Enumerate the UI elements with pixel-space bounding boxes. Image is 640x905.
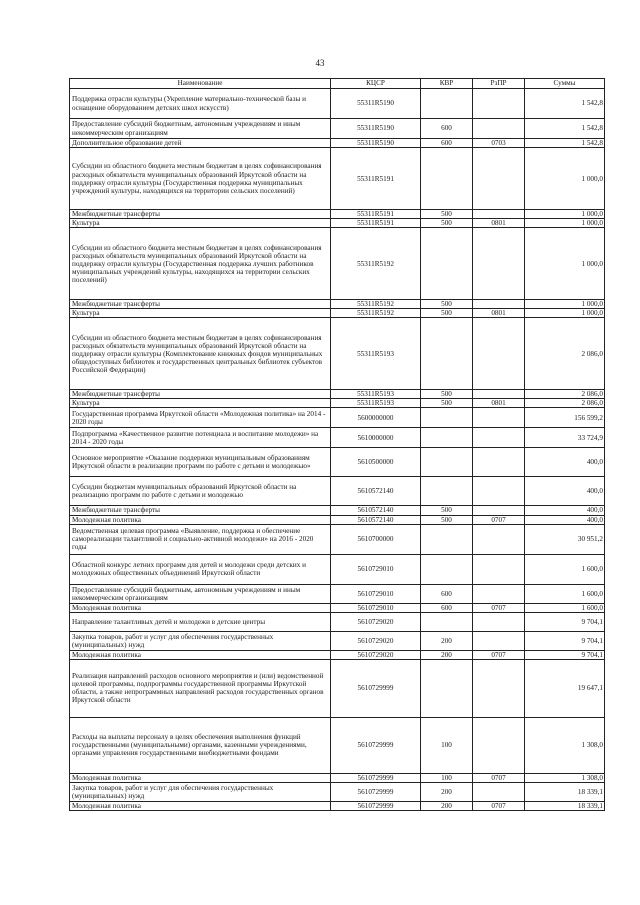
cell-rzpr <box>473 448 525 477</box>
cell-name: Межбюджетные трансферты <box>70 390 331 399</box>
cell-sum: 30 951,2 <box>525 524 605 554</box>
cell-kcsr: 5610729010 <box>331 603 421 612</box>
table-row <box>70 801 605 810</box>
cell-rzpr <box>473 631 525 650</box>
cell-rzpr <box>473 612 525 631</box>
cell-rzpr: 0703 <box>473 139 525 148</box>
table-row <box>70 554 605 584</box>
cell-kvr: 100 <box>421 773 473 782</box>
cell-kvr: 500 <box>421 506 473 515</box>
cell-name: Молодежная политика <box>70 650 331 659</box>
table-row <box>70 119 605 139</box>
cell-rzpr <box>473 318 525 390</box>
table-row <box>70 219 605 228</box>
cell-sum: 400,0 <box>525 477 605 506</box>
cell-kcsr: 55311R5193 <box>331 318 421 390</box>
cell-name: Дополнительное образование детей <box>70 139 331 148</box>
cell-rzpr <box>473 408 525 428</box>
cell-kvr: 600 <box>421 139 473 148</box>
cell-sum: 2 086,0 <box>525 318 605 390</box>
cell-name: Направление талантливых детей и молодежи в детские центры <box>70 612 331 631</box>
cell-sum: 1 600,0 <box>525 584 605 603</box>
cell-rzpr <box>473 524 525 554</box>
cell-name: Межбюджетные трансферты <box>70 506 331 515</box>
cell-kvr: 500 <box>421 399 473 408</box>
cell-rzpr <box>473 584 525 603</box>
cell-rzpr <box>473 390 525 399</box>
cell-rzpr: 0707 <box>473 603 525 612</box>
cell-sum: 1 542,8 <box>525 89 605 119</box>
cell-sum: 1 542,8 <box>525 139 605 148</box>
column-header-sum: Суммы <box>525 79 605 89</box>
cell-rzpr <box>473 228 525 300</box>
table-row <box>70 515 605 524</box>
table-row <box>70 650 605 659</box>
cell-kcsr: 5610729999 <box>331 717 421 773</box>
table-row <box>70 631 605 650</box>
cell-name: Молодежная политика <box>70 773 331 782</box>
cell-rzpr <box>473 148 525 210</box>
cell-kcsr: 5600000000 <box>331 408 421 428</box>
cell-rzpr <box>473 782 525 801</box>
cell-name: Субсидии из областного бюджета местным бюджетам в целях софинансирования расходных обязательств муниципальных образований Иркутской области на поддержку отрасли культуры (Государственная поддержка муниципальных учреждений культуры, находящихся на территории сельских поселений) <box>70 148 331 210</box>
table-row <box>70 659 605 717</box>
cell-kvr: 600 <box>421 584 473 603</box>
cell-kcsr: 55311R5192 <box>331 309 421 318</box>
cell-name: Закупка товаров, работ и услуг для обеспечения государственных (муниципальных) нужд <box>70 631 331 650</box>
cell-sum: 9 704,1 <box>525 650 605 659</box>
cell-rzpr: 0707 <box>473 773 525 782</box>
table-row <box>70 506 605 515</box>
cell-kvr <box>421 89 473 119</box>
table-row <box>70 773 605 782</box>
table-header-row <box>70 79 605 89</box>
cell-sum: 1 600,0 <box>525 554 605 584</box>
cell-sum: 2 086,0 <box>525 399 605 408</box>
cell-rzpr: 0801 <box>473 309 525 318</box>
table-row <box>70 318 605 390</box>
cell-kvr <box>421 148 473 210</box>
cell-name: Государственная программа Иркутской области «Молодежная политика» на 2014 - 2020 годы <box>70 408 331 428</box>
budget-table <box>69 78 605 811</box>
cell-kvr <box>421 428 473 448</box>
cell-sum: 33 724,9 <box>525 428 605 448</box>
cell-sum: 9 704,1 <box>525 631 605 650</box>
cell-kcsr: 5610729020 <box>331 650 421 659</box>
cell-kvr: 200 <box>421 782 473 801</box>
cell-rzpr: 0801 <box>473 399 525 408</box>
cell-name: Межбюджетные трансферты <box>70 210 331 219</box>
cell-kvr <box>421 612 473 631</box>
cell-sum: 1 000,0 <box>525 300 605 309</box>
cell-name: Поддержка отрасли культуры (Укрепление материально-технической базы и оснащение оборудованием детских школ искусств) <box>70 89 331 119</box>
table-row <box>70 603 605 612</box>
table-row <box>70 300 605 309</box>
cell-kvr <box>421 477 473 506</box>
cell-kvr: 600 <box>421 119 473 139</box>
cell-rzpr <box>473 717 525 773</box>
cell-kcsr: 55311R5191 <box>331 210 421 219</box>
cell-sum: 1 308,0 <box>525 773 605 782</box>
table-row <box>70 612 605 631</box>
cell-kcsr: 5610729010 <box>331 554 421 584</box>
table-row <box>70 408 605 428</box>
cell-sum: 1 000,0 <box>525 148 605 210</box>
cell-rzpr <box>473 300 525 309</box>
cell-kvr <box>421 524 473 554</box>
cell-kcsr: 55311R5190 <box>331 89 421 119</box>
cell-kcsr: 5610729020 <box>331 612 421 631</box>
cell-name: Предоставление субсидий бюджетным, автономным учреждениям и иным некоммерческим организациям <box>70 584 331 603</box>
cell-sum: 400,0 <box>525 515 605 524</box>
table-row <box>70 228 605 300</box>
table-row <box>70 782 605 801</box>
cell-name: Расходы на выплаты персоналу в целях обеспечения выполнения функций государственными (муниципальными) органами, казенными учреждениями, органами управления государственными внебюджетными фондами <box>70 717 331 773</box>
table-row <box>70 309 605 318</box>
cell-name: Основное мероприятие «Оказание поддержки муниципальным образованиям Иркутской области в реализации программ по работе с детьми и молодежью» <box>70 448 331 477</box>
table-row <box>70 448 605 477</box>
cell-name: Закупка товаров, работ и услуг для обеспечения государственных (муниципальных) нужд <box>70 782 331 801</box>
column-header-rzpr: РзПР <box>473 79 525 89</box>
table-body <box>70 89 605 811</box>
cell-kvr <box>421 318 473 390</box>
cell-kvr <box>421 408 473 428</box>
cell-name: Субсидии бюджетам муниципальных образований Иркутской области на реализацию программ по работе с детьми и молодежью <box>70 477 331 506</box>
cell-kcsr: 55311R5192 <box>331 228 421 300</box>
cell-name: Подпрограмма «Качественное развитие потенциала и воспитание молодежи» на 2014 - 2020 годы <box>70 428 331 448</box>
cell-kcsr: 5610729999 <box>331 801 421 810</box>
cell-kcsr: 5610572140 <box>331 515 421 524</box>
cell-name: Молодежная политика <box>70 801 331 810</box>
cell-rzpr <box>473 554 525 584</box>
cell-sum: 18 339,1 <box>525 801 605 810</box>
cell-rzpr <box>473 659 525 717</box>
cell-kcsr: 5610729020 <box>331 631 421 650</box>
cell-rzpr <box>473 210 525 219</box>
cell-kcsr: 5610000000 <box>331 428 421 448</box>
cell-rzpr: 0801 <box>473 219 525 228</box>
cell-kcsr: 5610729999 <box>331 773 421 782</box>
cell-kcsr: 5610729999 <box>331 782 421 801</box>
cell-sum: 1 542,8 <box>525 119 605 139</box>
cell-kcsr: 55311R5193 <box>331 390 421 399</box>
cell-kvr <box>421 659 473 717</box>
cell-name: Молодежная политика <box>70 515 331 524</box>
table-row <box>70 89 605 119</box>
column-header-kcsr: КЦСР <box>331 79 421 89</box>
cell-kvr: 600 <box>421 603 473 612</box>
cell-name: Предоставление субсидий бюджетным, автономным учреждениям и иным некоммерческим организациям <box>70 119 331 139</box>
cell-kcsr: 55311R5191 <box>331 219 421 228</box>
cell-sum: 156 599,2 <box>525 408 605 428</box>
cell-kcsr: 5610500000 <box>331 448 421 477</box>
cell-kcsr: 5610572140 <box>331 477 421 506</box>
cell-sum: 1 000,0 <box>525 219 605 228</box>
cell-kvr: 100 <box>421 717 473 773</box>
cell-kcsr: 55311R5191 <box>331 148 421 210</box>
cell-kvr: 500 <box>421 309 473 318</box>
cell-kvr <box>421 554 473 584</box>
cell-kvr: 500 <box>421 300 473 309</box>
cell-name: Молодежная политика <box>70 603 331 612</box>
cell-name: Культура <box>70 399 331 408</box>
cell-kvr: 200 <box>421 801 473 810</box>
cell-rzpr: 0707 <box>473 650 525 659</box>
cell-kvr: 500 <box>421 210 473 219</box>
column-header-kvr: КВР <box>421 79 473 89</box>
table-row <box>70 717 605 773</box>
cell-name: Культура <box>70 309 331 318</box>
cell-sum: 400,0 <box>525 506 605 515</box>
page-number: 43 <box>315 58 325 68</box>
table-row <box>70 524 605 554</box>
table-row <box>70 399 605 408</box>
cell-name: Субсидии из областного бюджета местным бюджетам в целях софинансирования расходных обязательств муниципальных образований Иркутской области на поддержку отрасли культуры (Комплектование книжных фондов муниципальных общедоступных библиотек и государственных центральных библиотек субъектов Российской Федерации) <box>70 318 331 390</box>
cell-sum: 400,0 <box>525 448 605 477</box>
cell-kcsr: 5610572140 <box>331 506 421 515</box>
table-row <box>70 428 605 448</box>
cell-sum: 1 308,0 <box>525 717 605 773</box>
cell-name: Межбюджетные трансферты <box>70 300 331 309</box>
cell-kcsr: 5610700000 <box>331 524 421 554</box>
cell-name: Культура <box>70 219 331 228</box>
cell-rzpr <box>473 506 525 515</box>
cell-name: Реализация направлений расходов основного мероприятия и (или) ведомственной целевой программы, подпрограммы государственной программы Иркутской области, а также непрограммных направлений расходов государственных органов Иркутской области <box>70 659 331 717</box>
cell-rzpr <box>473 119 525 139</box>
cell-rzpr: 0707 <box>473 515 525 524</box>
cell-rzpr: 0707 <box>473 801 525 810</box>
cell-kcsr: 55311R5192 <box>331 300 421 309</box>
cell-sum: 1 000,0 <box>525 309 605 318</box>
cell-kvr <box>421 448 473 477</box>
column-header-name: Наименование <box>70 79 331 89</box>
table-row <box>70 210 605 219</box>
table-row <box>70 148 605 210</box>
cell-kcsr: 55311R5190 <box>331 119 421 139</box>
cell-kcsr: 5610729010 <box>331 584 421 603</box>
cell-sum: 9 704,1 <box>525 612 605 631</box>
table-row <box>70 584 605 603</box>
table-row <box>70 139 605 148</box>
cell-sum: 19 647,1 <box>525 659 605 717</box>
table-row <box>70 390 605 399</box>
cell-kvr: 200 <box>421 631 473 650</box>
cell-kvr: 500 <box>421 515 473 524</box>
cell-name: Ведомственная целевая программа «Выявление, поддержка и обеспечение самореализации талантливой и социально-активной молодежи» на 2016 - 2020 годы <box>70 524 331 554</box>
cell-sum: 1 000,0 <box>525 228 605 300</box>
cell-rzpr <box>473 89 525 119</box>
cell-name: Областной конкурс летних программ для детей и молодежи среди детских и молодежных общественных объединений Иркутской области <box>70 554 331 584</box>
cell-sum: 2 086,0 <box>525 390 605 399</box>
cell-sum: 1 000,0 <box>525 210 605 219</box>
cell-kcsr: 55311R5193 <box>331 399 421 408</box>
cell-kvr: 500 <box>421 219 473 228</box>
cell-kvr: 500 <box>421 390 473 399</box>
cell-sum: 18 339,1 <box>525 782 605 801</box>
cell-kvr <box>421 228 473 300</box>
cell-kcsr: 5610729999 <box>331 659 421 717</box>
cell-rzpr <box>473 477 525 506</box>
cell-sum: 1 600,0 <box>525 603 605 612</box>
cell-name: Субсидии из областного бюджета местным бюджетам в целях софинансирования расходных обязательств муниципальных образований Иркутской области на поддержку отрасли культуры (Государственная поддержка лучших работников муниципальных учреждений культуры, находящихся на территории сельских поселений) <box>70 228 331 300</box>
cell-kcsr: 55311R5190 <box>331 139 421 148</box>
cell-kvr: 200 <box>421 650 473 659</box>
cell-rzpr <box>473 428 525 448</box>
table-row <box>70 477 605 506</box>
